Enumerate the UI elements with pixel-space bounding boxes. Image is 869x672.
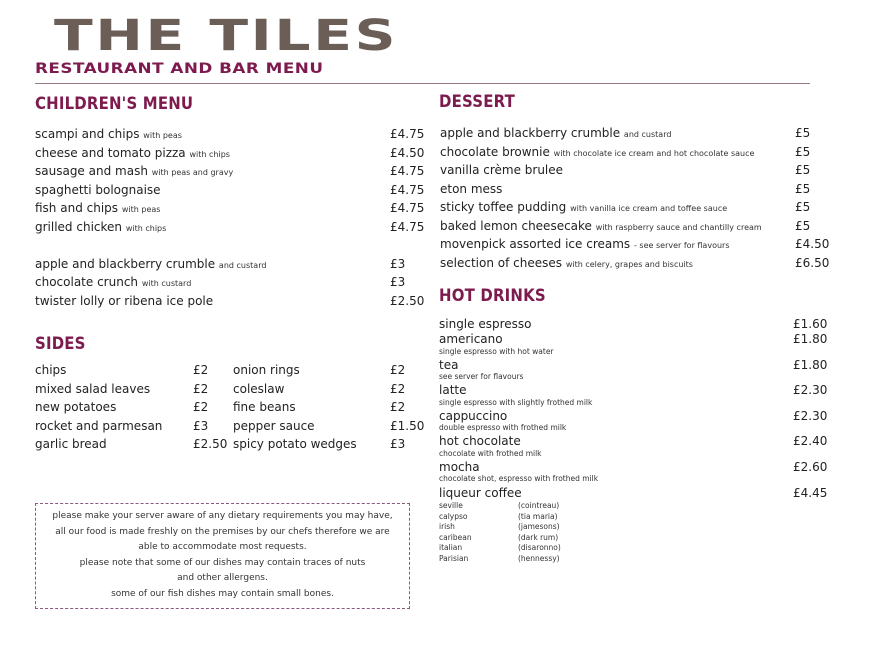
item-price: £3 (390, 257, 406, 271)
item-price: £1.80 (793, 358, 828, 372)
item-price: £2 (390, 400, 406, 414)
item-price: £5 (795, 219, 811, 233)
childrens-menu-heading: CHILDREN'S MENU (35, 94, 194, 114)
liqueur-spirit: (hennessy) (518, 554, 560, 563)
drink-item: hot chocolate (439, 434, 521, 448)
menu-item (440, 218, 762, 236)
item-price: £6.50 (795, 256, 830, 270)
hot-drinks-heading: HOT DRINKS (439, 286, 546, 306)
item-price: £1.60 (793, 317, 828, 331)
item-price: £2 (193, 363, 209, 377)
liqueur-spirit: (tia maria) (518, 512, 558, 521)
side-item: pepper sauce (233, 419, 315, 433)
menu-item (35, 200, 160, 218)
side-item: new potatoes (35, 400, 117, 414)
item-description: with chocolate ice cream and hot chocolate sauce (553, 149, 755, 158)
item-price: £1.80 (793, 332, 828, 346)
item-price: £2 (390, 363, 406, 377)
notice-line: and other allergens. (177, 573, 268, 583)
item-price: £2 (193, 400, 209, 414)
liqueur-spirit: (disaronno) (518, 543, 561, 552)
drink-note: chocolate with frothed milk (439, 449, 542, 458)
item-description: with raspberry sauce and chantilly cream (595, 223, 762, 232)
item-description: - see server for flavours (634, 241, 730, 250)
liqueur-name: caribean (439, 533, 472, 542)
side-item: fine beans (233, 400, 296, 414)
item-price: £2.60 (793, 460, 828, 474)
item-description: with chips (125, 224, 167, 233)
menu-item (440, 236, 730, 254)
item-name: chocolate crunch (35, 275, 139, 289)
notice-line: some of our fish dishes may contain small bones. (111, 588, 334, 599)
item-price: £4.45 (793, 486, 828, 500)
liqueur-name: seville (439, 501, 463, 510)
sides-heading: SIDES (35, 334, 86, 354)
item-description: with vanilla ice cream and toffee sauce (570, 204, 728, 213)
item-price: £3 (390, 437, 406, 451)
drink-note: single espresso with hot water (439, 347, 554, 356)
item-price: £5 (795, 163, 811, 177)
item-name: fish and chips (35, 201, 119, 215)
menu-item (35, 182, 161, 198)
item-description: with chips (189, 150, 230, 159)
drink-item: mocha (439, 460, 480, 474)
liqueur-spirit: (dark rum) (518, 533, 559, 542)
item-price: £2.50 (390, 294, 425, 308)
menu-item (440, 199, 727, 217)
menu-item (35, 293, 213, 309)
menu-item (440, 255, 693, 273)
menu-item (35, 145, 230, 163)
menu-item (35, 126, 182, 144)
drink-note: see server for flavours (439, 372, 524, 381)
item-description: with peas (143, 131, 182, 140)
side-item: garlic bread (35, 437, 107, 451)
drink-item: tea (439, 358, 459, 372)
item-name: cheese and tomato pizza (35, 146, 186, 160)
side-item: chips (35, 363, 67, 377)
liqueur-name: irish (439, 522, 455, 531)
dessert-heading: DESSERT (439, 92, 516, 112)
item-description: and custard (623, 130, 672, 139)
drink-item: cappuccino (439, 409, 508, 423)
menu-item (35, 163, 233, 181)
menu-item (440, 162, 563, 178)
liqueur-name: Parisian (439, 554, 469, 563)
side-item: spicy potato wedges (233, 437, 357, 451)
item-price: £2.40 (793, 434, 828, 448)
item-price: £4.75 (390, 220, 425, 234)
liqueur-spirit: (cointreau) (518, 501, 560, 510)
item-price: £4.50 (390, 146, 425, 160)
drink-item: liqueur coffee (439, 486, 522, 500)
item-name: chocolate brownie (440, 145, 550, 159)
drink-note: chocolate shot, espresso with frothed milk (439, 474, 599, 483)
restaurant-name: THE TILES (54, 11, 399, 61)
menu-item (35, 256, 266, 274)
item-price: £4.50 (795, 237, 830, 251)
item-name: eton mess (440, 182, 503, 196)
item-description: with custard (141, 279, 192, 288)
notice-line: please make your server aware of any dietary requirements you may have, (52, 511, 393, 521)
notice-line: please note that some of our dishes may contain traces of nuts (79, 557, 366, 568)
item-price: £2 (390, 382, 406, 396)
item-price: £5 (795, 200, 811, 214)
item-price: £2.30 (793, 409, 828, 423)
item-price: £3 (193, 419, 209, 433)
notice-line: all our food is made freshly on the premises by our chefs therefore we are (55, 526, 390, 537)
item-name: selection of cheeses (440, 256, 562, 270)
item-price: £1.50 (390, 419, 425, 433)
item-name: sausage and mash (35, 164, 148, 178)
side-item: mixed salad leaves (35, 382, 151, 396)
item-name: grilled chicken (35, 220, 123, 234)
menu-item (35, 219, 166, 237)
dietary-notice (35, 503, 410, 609)
liqueur-spirit: (jamesons) (518, 522, 560, 531)
drink-note: single espresso with slightly frothed milk (439, 398, 593, 407)
item-name: sticky toffee pudding (440, 200, 567, 214)
drink-item: americano (439, 332, 503, 346)
drink-note: double espresso with frothed milk (439, 423, 567, 432)
liqueur-name: calypso (439, 512, 468, 521)
item-price: £5 (795, 126, 811, 140)
item-price: £5 (795, 182, 811, 196)
menu-subtitle: RESTAURANT AND BAR MENU (35, 61, 324, 77)
menu-item (35, 274, 191, 292)
menu-item (440, 125, 671, 143)
item-description: with peas (121, 205, 161, 214)
drink-item: single espresso (439, 317, 532, 331)
item-price: £4.75 (390, 127, 425, 141)
side-item: onion rings (233, 363, 300, 377)
menu-item (440, 181, 502, 197)
item-description: with celery, grapes and biscuits (565, 260, 693, 269)
header-divider (35, 83, 810, 84)
menu-item (440, 144, 754, 162)
item-description: and custard (218, 261, 267, 270)
drink-item: latte (439, 383, 467, 397)
item-price: £2 (193, 382, 209, 396)
item-name: baked lemon cheesecake (440, 219, 592, 233)
item-price: £2.30 (793, 383, 828, 397)
item-price: £4.75 (390, 183, 425, 197)
side-item: coleslaw (233, 382, 285, 396)
item-price: £5 (795, 145, 811, 159)
liqueur-name: italian (439, 543, 463, 552)
item-description: with peas and gravy (151, 168, 234, 177)
item-name: movenpick assorted ice creams (440, 237, 631, 251)
notice-line: able to accommodate most requests. (138, 542, 307, 552)
item-name: scampi and chips (35, 127, 140, 141)
item-name: twister lolly or ribena ice pole (35, 294, 214, 308)
item-name: vanilla crème brulee (440, 163, 564, 177)
item-name: apple and blackberry crumble (35, 257, 216, 271)
item-name: apple and blackberry crumble (440, 126, 621, 140)
item-price: £4.75 (390, 164, 425, 178)
item-price: £4.75 (390, 201, 425, 215)
side-item: rocket and parmesan (35, 419, 163, 433)
item-price: £2.50 (193, 437, 228, 451)
item-name: spaghetti bolognaise (35, 183, 161, 197)
item-price: £3 (390, 275, 406, 289)
